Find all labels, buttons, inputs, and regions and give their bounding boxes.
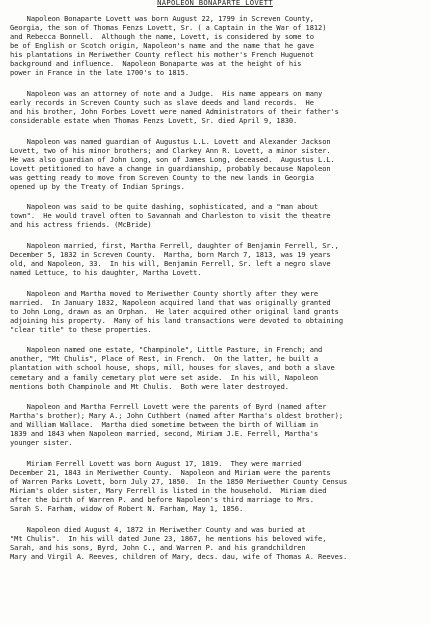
paragraph-meriwether-move: Napoleon and Martha moved to Meriwether County shortly after they were married. In January 1832, Napoleon acquired land that was originally granted to John Long, drawn as an Orphan. He later acquired other original land grants adjoining his property. Many of his land transactions were devoted to obtaining "clear title" to these properties. xyxy=(10,288,344,334)
paragraph-guardianship: Napoleon was named guardian of Augustus L.L. Lovett and Alexander Jackson Lovett, two of his minor brothers; and Clarkey Ann R. Lovett, a minor sister. He was also guardian of John Long, son of James Long, deceased. Augustus L.L. Lovett petitioned to have a change in guardianship, probably because Napoleon was getting ready to move from Screven County to the new lands in Georgia opened up by the Treaty of Indian Springs. xyxy=(10,136,335,191)
paragraph-miriam: Miriam Ferrell Lovett was born August 17, 1819. They were married December 21, 1843 in Meriwether County. Napoleon and Miriam were the parents of Warren Parks Lovett, born July 27, 1850. In the 1850 Meriwether County Census Miriam's older sister, Mary Ferrell is listed in the household. Miriam died after the birth of Warren P. and before Napoleon's third marriage to Mrs. Sarah S. Farham, widow of Robert N. Farham, May 1, 1856. xyxy=(10,458,348,514)
paragraph-man-about-town: Napoleon was said to be quite dashing, sophisticated, and a "man about town". He would travel often to Savannah and Charleston to visit the theatre and his actress friends. (McBride) xyxy=(10,202,331,230)
paragraph-attorney-judge: Napoleon was an attorney of note and a Judge. His name appears on many early records in Screven County such as slave deeds and land records. He and his brother, John Forbes Lovett were named Administrators of their father's considerable estate when Thomas Fenzs Lovett, Sr. died April 9, 1830. xyxy=(10,88,339,125)
paragraph-first-marriage: Napoleon married, first, Martha Ferrell, daughter of Benjamin Ferrell, Sr., December 5, 1832 in Screven County. Martha, born March 7, 1813, was 19 years old, and Napoleon, 33. In his will, Benjamin Ferrell, Sr. left a negro slave named Lettuce, to his daughter, Martha Lovett. xyxy=(10,240,339,278)
paragraph-estates: Napoleon named one estate, "Champinole", Little Pasture, in French; and another, "Mt Chulis", Place of Rest, in French. On the latter, he built a plantation with school house, shops, mill, houses for slaves, and both a slave cemetary and a family cemetary plot were set aside. In his will, Napoleon mentions both Champinole and Mt Chulis. Both were later destroyed. xyxy=(10,345,335,391)
paragraph-death-will: Napoleon died August 4, 1872 in Meriwether County and was buried at "Mt Chulis". In his will dated June 23, 1867, he mentions his beloved wife, Sarah, and his sons, Byrd, John C., and Warren P. and his grandchildren Mary and Virgil A. Reeves, children of Mary, decs. dau, wife of Thomas A. Reeves. xyxy=(10,524,348,561)
paragraph-birth-parents: Napoleon Bonaparte Lovett was born August 22, 1799 in Screven County, Georgia, the son of Thomas Fenzs Lovett, Sr. ( a Captain in the War of 1812) and Rebecca Bonnell. Although the name, Lovett, is considered by some to be of English or Scotch origin, Napoleon's name and the name that he gave his plantations in Meriwether County reflect his mother's French Huguenot background and influence. Napoleon Bonaparte was at the height of his power in France in the late 1700's to 1815. xyxy=(10,14,327,78)
page-title-text: NAPOLEON BONAPARTE LOVETT xyxy=(154,0,276,7)
page-title xyxy=(0,0,430,7)
paragraph-children-martha: Napoleon and Martha Ferrell Lovett were the parents of Byrd (named after Martha's brother); Mary A.; John Cuthbert (named after Martha's oldest brother); and William Wallace. Martha died sometime between the birth of William in 1839 and 1843 when Napoleon married, second, Miriam J.E. Ferrell, Martha's younger sister. xyxy=(10,402,344,448)
document-body xyxy=(10,14,426,561)
